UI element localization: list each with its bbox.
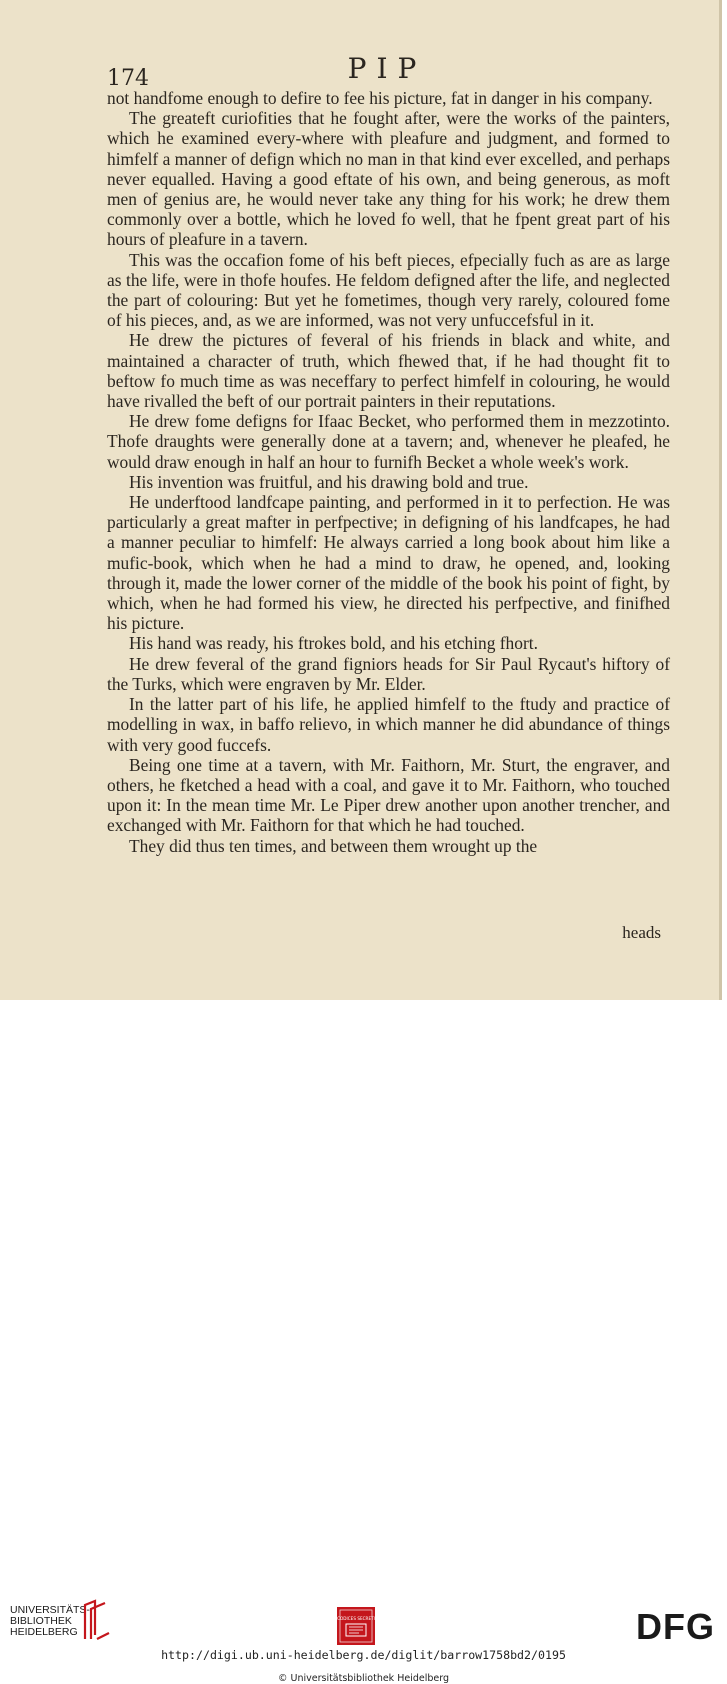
paragraph: He drew feveral of the grand figniors heads for Sir Paul Rycaut's hiftory of the Turks, which were engraven by Mr. Elder. <box>107 653 670 694</box>
copyright-notice: © Universitätsbibliothek Heidelberg <box>277 1673 449 1684</box>
paragraph: He drew fome defigns for Ifaac Becket, who performed them in mezzotinto. Thofe draughts were generally done at a tavern; and, whenever he pleafed, he would draw enough in half an hour to furnifh Becket a whole week's work. <box>107 411 670 472</box>
source-url-link[interactable]: http://digi.ub.uni-heidelberg.de/diglit/barrow1758bd2/0195 <box>161 1648 566 1662</box>
running-head: PIP <box>347 52 427 85</box>
codices-seal-icon <box>337 1607 375 1645</box>
catchword: heads <box>622 923 661 942</box>
university-logo-line: BIBLIOTHEK <box>10 1615 72 1627</box>
paragraph: The greateft curiofities that he fought after, were the works of the painters, which he examined every-where with pleafure and judgment, and formed to himfelf a manner of defign which no man in that kind ever excelled, and perhaps never equalled. Having a good eftate of his own, and being generous, as moft men of genius are, he would never take any thing for his work; he drew them commonly over a bottle, which he loved fo well, that he fpent great part of his hours of pleafure in a tavern. <box>107 108 670 250</box>
paragraph: His invention was fruitful, and his drawing bold and true. <box>129 471 529 492</box>
paragraph: This was the occafion fome of his beft pieces, efpecially fuch as are as large as the life, were in thofe houfes. He feldom defigned after the life, and neglected the part of colouring: But yet he fometimes, though very rarely, coloured fome of his pieces, and, as we are informed, was not very unfuccefsful in it. <box>107 249 670 331</box>
paragraph: Being one time at a tavern, with Mr. Faithorn, Mr. Sturt, the engraver, and others, he fketched a head with a coal, and gave it to Mr. Faithorn, who touched upon it: In the mean time Mr. Le Piper drew another upon another trencher, and exchanged with Mr. Faithorn for that which he had touched. <box>107 754 670 836</box>
viewer-footer <box>0 1000 727 1391</box>
paragraph: He drew the pictures of feveral of his friends in black and white, and maintained a character of truth, which fhewed that, if he had thought fit to beftow fo much time as was neceffary to perfect himfelf in colouring, he would have rivalled the beft of our portrait painters in their reputations. <box>107 330 670 412</box>
body-text <box>107 88 670 856</box>
paragraph: He underftood landfcape painting, and performed in it to perfection. He was particularly a great mafter in perfpective; in defigning of his landfcapes, he had a manner peculiar to himfelf: He always carried a long book about him like a mufic-book, which when he had a mind to draw, he opened, and, looking through it, made the lower corner of the middle of the book his point of fight, by which, when he had formed his view, he directed his perfpective, and finifhed his picture. <box>107 492 670 634</box>
dfg-logo[interactable]: DFG <box>636 1606 715 1647</box>
page-number: 174 <box>107 66 149 91</box>
page-header <box>107 52 667 92</box>
seal-text: CODICES SECRETI <box>337 1616 375 1621</box>
university-logo-line: HEIDELBERG <box>10 1626 78 1638</box>
paragraph: His hand was ready, his ftrokes bold, and his etching fhort. <box>129 633 538 654</box>
paragraph: not handfome enough to defire to fee his picture, fat in danger in his company. <box>107 88 653 108</box>
university-logo-text <box>10 1604 90 1638</box>
paragraph: They did thus ten times, and between them wrought up the <box>129 835 538 856</box>
university-mark-icon <box>81 1599 111 1641</box>
university-logo-line: UNIVERSITÄTS- <box>10 1604 90 1616</box>
paragraph: In the latter part of his life, he applied himfelf to the ftudy and practice of modelling in wax, in baffo relievo, in which manner he did abundance of things with very good fuccefs. <box>107 694 670 755</box>
